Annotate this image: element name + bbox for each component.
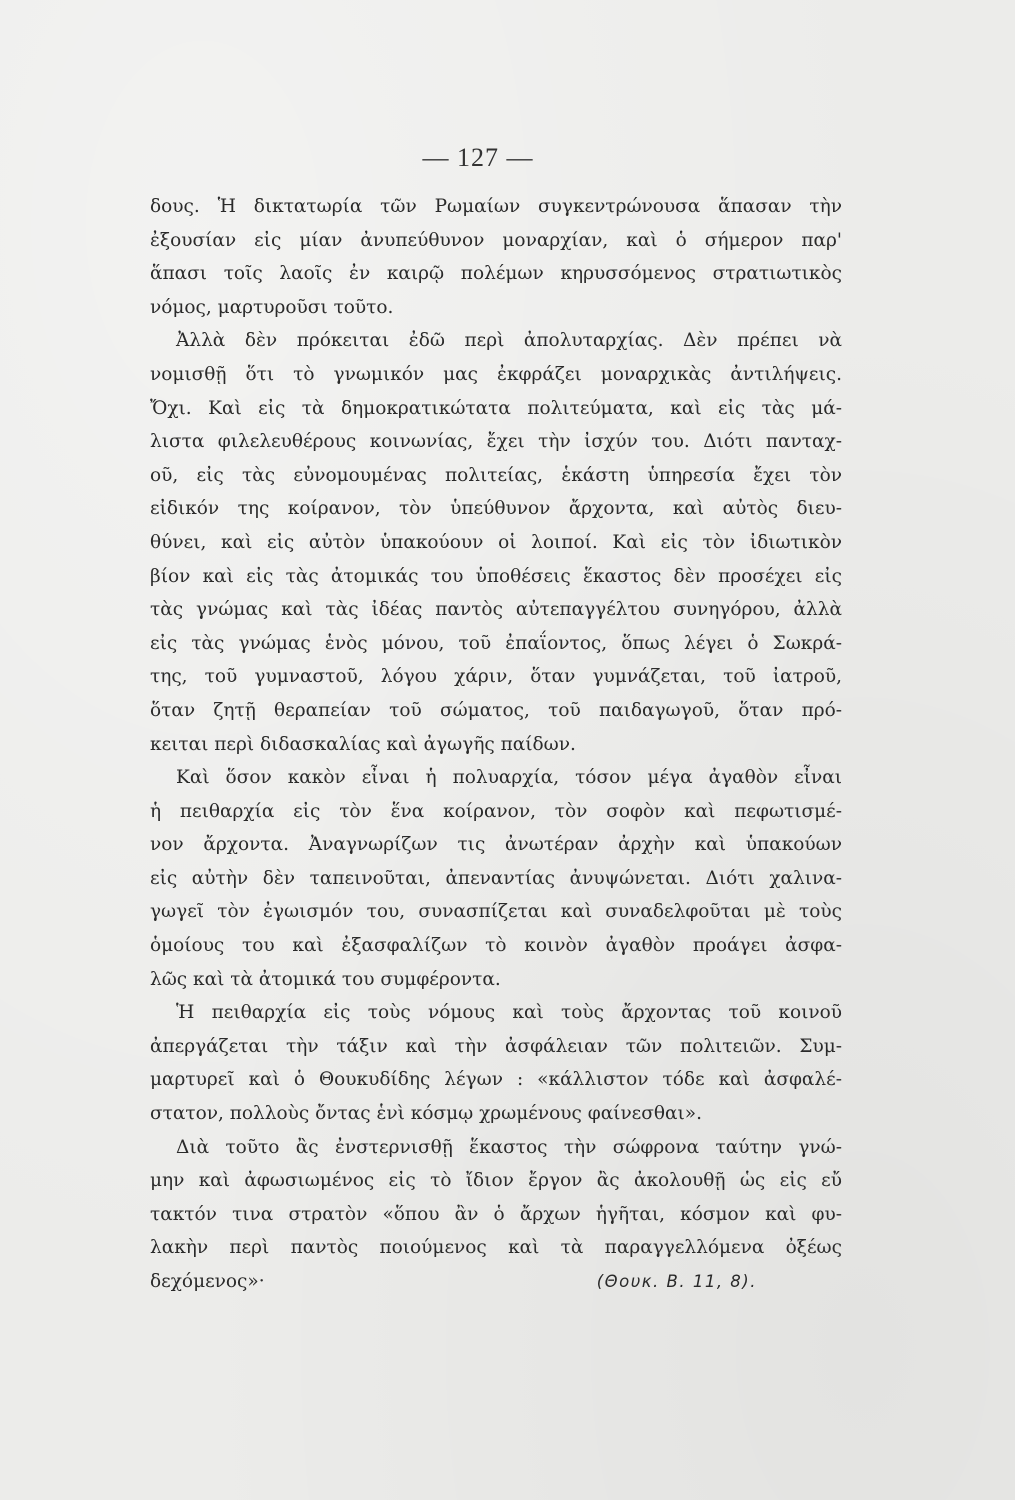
text-line: Καὶ ὅσον κακὸν εἶναι ἡ πολυαρχία, τόσον μέγα ἀγαθὸν εἶναι	[176, 767, 842, 789]
text-line: μαρτυρεῖ καὶ ὁ Θουκυδίδης λέγων : «κάλλιστον τόδε καὶ ἀσφαλέ-	[150, 1069, 842, 1091]
text-line: θύνει, καὶ εἰς αὐτὸν ὑπακούουν οἱ λοιποί. Καὶ εἰς τὸν ἰδιωτικὸν	[150, 531, 842, 553]
text-line: νόμος, μαρτυροῦσι τοῦτο.	[150, 296, 394, 318]
text-line: ἐξουσίαν εἰς μίαν ἀνυπεύθυνον μοναρχίαν, καὶ ὁ σήμερον παρ'	[150, 229, 842, 251]
text-line: μην καὶ ἀφωσιωμένος εἰς τὸ ἴδιον ἔργον ἂς ἀκολουθῇ ὡς εἰς εὔ	[150, 1170, 842, 1192]
text-line: λῶς καὶ τὰ ἀτομικά του συμφέροντα.	[150, 968, 501, 990]
body-text	[150, 190, 842, 1299]
text-line: Ἀλλὰ δὲν πρόκειται ἐδῶ περὶ ἀπολυταρχίας. Δὲν πρέπει νὰ	[176, 330, 842, 352]
text-line: γωγεῖ τὸν ἐγωισμόν του, συνασπίζεται καὶ συναδελφοῦται μὲ τοὺς	[150, 901, 842, 923]
text-line: Διὰ τοῦτο ἂς ἐνστερνισθῇ ἕκαστος τὴν σώφρονα ταύτην γνώ-	[176, 1136, 842, 1158]
text-line: ἀπεργάζεται τὴν τάξιν καὶ τὴν ἀσφάλειαν τῶν πολιτειῶν. Συμ-	[150, 1035, 842, 1057]
text-line: στατον, πολλοὺς ὄντας ἑνὶ κόσμῳ χρωμένους φαίνεσθαι».	[150, 1103, 702, 1125]
text-line: λιστα φιλελευθέρους κοινωνίας, ἔχει τὴν ἰσχύν του. Διότι πανταχ-	[150, 431, 842, 453]
text-line: της, τοῦ γυμναστοῦ, λόγου χάριν, ὅταν γυμνάζεται, τοῦ ἰατροῦ,	[150, 666, 842, 688]
text-line: Ἡ πειθαρχία εἰς τοὺς νόμους καὶ τοὺς ἄρχοντας τοῦ κοινοῦ	[176, 1002, 842, 1024]
text-line: τὰς γνώμας καὶ τὰς ἰδέας παντὸς αὐτεπαγγέλτου συνηγόρου, ἀλλὰ	[150, 599, 842, 621]
text-line: βίον καὶ εἰς τὰς ἀτομικάς του ὑποθέσεις ἕκαστος δὲν προσέχει εἰς	[150, 565, 842, 587]
final-line	[150, 1265, 842, 1299]
text-line: ὁμοίους του καὶ ἐξασφαλίζων τὸ κοινὸν ἀγαθὸν προάγει ἀσφα-	[150, 935, 842, 957]
text-line: εἰδικόν της κοίρανον, τὸν ὑπεύθυνον ἄρχοντα, καὶ αὐτὸς διευ-	[150, 498, 842, 520]
text-line: νομισθῇ ὅτι τὸ γνωμικόν μας ἐκφράζει μοναρχικὰς ἀντιλήψεις.	[150, 363, 842, 385]
text-line: κειται περὶ διδασκαλίας καὶ ἀγωγῆς παίδων.	[150, 733, 576, 755]
text-line: οῦ, εἰς τὰς εὐνομουμένας πολιτείας, ἑκάστη ὑπηρεσία ἔχει τὸν	[150, 464, 842, 486]
citation: (Θουκ. Β. 11, 8).	[596, 1272, 757, 1291]
text-line: ἅπασι τοῖς λαοῖς ἐν καιρῷ πολέμων κηρυσσόμενος στρατιωτικὸς	[150, 263, 842, 285]
final-line-text: δεχόμενος»·	[150, 1271, 265, 1292]
text-line: Ὄχι. Καὶ εἰς τὰ δημοκρατικώτατα πολιτεύματα, καὶ εἰς τὰς μά-	[150, 397, 842, 419]
text-line: δους. Ἡ δικτατωρία τῶν Ρωμαίων συγκεντρώνουσα ἅπασαν τὴν	[150, 196, 842, 217]
text-line: λακὴν περὶ παντὸς ποιούμενος καὶ τὰ παραγγελλόμενα ὀξέως	[150, 1237, 842, 1259]
page-number: — 127 —	[422, 143, 534, 172]
text-line: ὅταν ζητῇ θεραπείαν τοῦ σώματος, τοῦ παιδαγωγοῦ, ὅταν πρό-	[150, 699, 842, 721]
text-line: νον ἄρχοντα. Ἀναγνωρίζων τις ἀνωτέραν ἀρχὴν καὶ ὑπακούων	[150, 834, 842, 856]
text-line: εἰς αὐτὴν δὲν ταπεινοῦται, ἀπεναντίας ἀνυψώνεται. Διότι χαλινα-	[150, 867, 842, 889]
text-line: ἡ πειθαρχία εἰς τὸν ἕνα κοίρανον, τὸν σοφὸν καὶ πεφωτισμέ-	[150, 800, 842, 822]
text-line: εἰς τὰς γνώμας ἑνὸς μόνου, τοῦ ἐπαΐοντος, ὅπως λέγει ὁ Σωκρά-	[150, 632, 842, 654]
text-line: τακτόν τινα στρατὸν «ὅπου ἂν ὁ ἄρχων ἡγῆται, κόσμον καὶ φυ-	[150, 1203, 842, 1225]
